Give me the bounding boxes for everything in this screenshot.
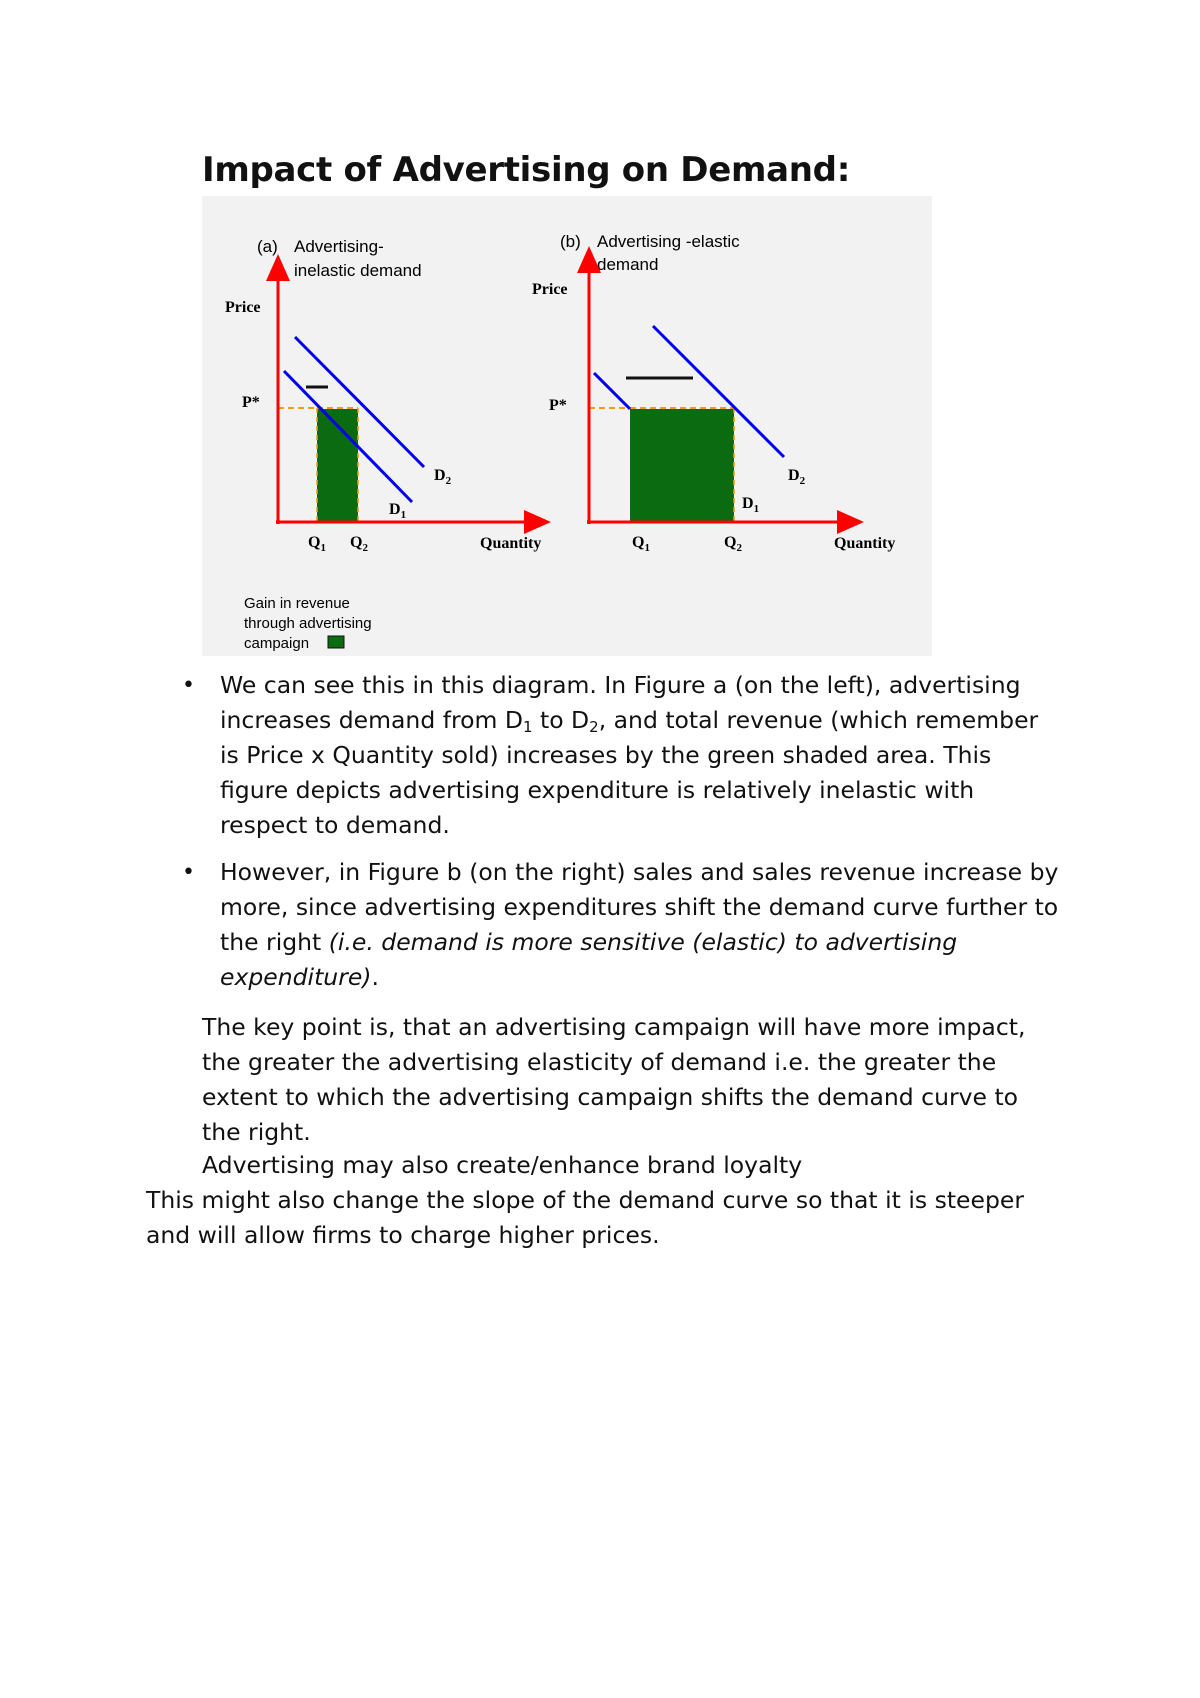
- panel-a-y-label: Price: [225, 299, 261, 316]
- bullet-item-figure-b: • However, in Figure b (on the right) sales and sales revenue increase by more, since advertising expenditures shift the demand curve further to the right (i.e. demand is more sensitive (elastic) to advertising expenditure).: [182, 855, 1062, 995]
- panel-a-x-label: Quantity: [480, 535, 542, 552]
- panel-b-price-label: P*: [549, 397, 567, 414]
- panel-a-q2-label: $Q_2$: [350, 534, 368, 554]
- panel-b-x-label: Quantity: [834, 535, 896, 552]
- bullet-dot-icon: •: [182, 673, 195, 698]
- panel-b-title-line2: demand: [597, 255, 659, 274]
- legend-line1: Gain in revenue: [244, 595, 350, 612]
- legend-line2: through advertising: [244, 615, 372, 632]
- panel-b: [532, 232, 895, 554]
- legend-swatch: [328, 636, 344, 648]
- panel-b-q1-label: $Q_1$: [632, 534, 650, 554]
- figure-svg: [202, 196, 932, 656]
- panel-b-revenue-area: [630, 409, 734, 521]
- panel-a-d2-label: $D_2$: [434, 467, 452, 487]
- panel-a-q1-label: $Q_1$: [308, 534, 326, 554]
- panel-b-y-label: Price: [532, 281, 568, 298]
- legend-line3: campaign: [244, 635, 310, 652]
- slope-note-paragraph: This might also change the slope of the demand curve so that it is steeper and will allow firms to charge higher prices.: [146, 1186, 1024, 1249]
- bullet-dot-icon: •: [182, 860, 195, 885]
- panel-b-d2-label: $D_2$: [788, 467, 806, 487]
- panel-b-q2-label: $Q_2$: [724, 534, 742, 554]
- advertising-demand-figure: [202, 196, 932, 656]
- panel-b-letter: (b): [560, 232, 581, 251]
- panel-a: [225, 237, 541, 554]
- brand-loyalty-heading: Advertising may also create/enhance brand loyalty: [202, 1151, 803, 1179]
- panel-a-d1-label: $D_1$: [389, 501, 407, 521]
- panel-a-title-line1: Advertising-: [294, 237, 384, 256]
- bullet-list: [182, 668, 1062, 1007]
- panel-b-demand-d1: [594, 373, 630, 409]
- panel-a-price-label: P*: [242, 394, 260, 411]
- bullet-item-figure-a: • We can see this in this diagram. In Figure a (on the left), advertising increases demand from $D_1$ to $D_2$, and total revenue (which remember is Price x Quantity sold) increases by the green shaded area. This figure depicts advertising expenditure is relatively inelastic with respect to demand.: [182, 668, 1062, 843]
- key-point-paragraph: The key point is, that an advertising campaign will have more impact, the greater the advertising elasticity of demand i.e. the greater the extent to which the advertising campaign shifts the demand curve to the right.: [202, 1013, 1026, 1146]
- panel-b-d1-label: $D_1$: [742, 495, 760, 515]
- panel-a-letter: (a): [257, 237, 278, 256]
- page-title: Impact of Advertising on Demand:: [202, 150, 851, 190]
- figure-legend: [244, 595, 372, 652]
- panel-b-title-line1: Advertising -elastic: [597, 232, 740, 251]
- panel-a-title-line2: inelastic demand: [294, 261, 422, 280]
